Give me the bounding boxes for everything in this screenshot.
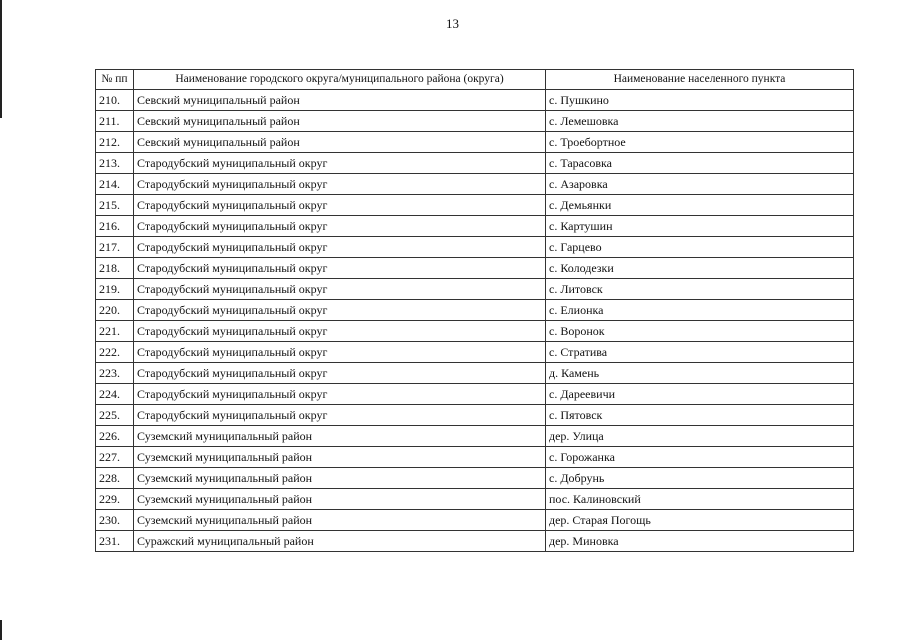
table-row — [96, 279, 854, 300]
district-cell: Севский муниципальный район — [134, 90, 546, 111]
table-row — [96, 510, 854, 531]
settlement-cell: дер. Старая Погощь — [546, 510, 854, 531]
row-number-cell: 226. — [96, 426, 134, 447]
district-cell: Суземский муниципальный район — [134, 510, 546, 531]
row-number-cell: 222. — [96, 342, 134, 363]
table-row — [96, 426, 854, 447]
table-row — [96, 174, 854, 195]
row-number-cell: 219. — [96, 279, 134, 300]
settlement-cell: с. Троебортное — [546, 132, 854, 153]
table-row — [96, 447, 854, 468]
district-cell: Стародубский муниципальный округ — [134, 258, 546, 279]
settlement-cell: с. Литовск — [546, 279, 854, 300]
row-number-cell: 218. — [96, 258, 134, 279]
page-number: 13 — [446, 16, 459, 31]
district-cell: Суземский муниципальный район — [134, 468, 546, 489]
district-cell: Стародубский муниципальный округ — [134, 237, 546, 258]
district-cell: Севский муниципальный район — [134, 132, 546, 153]
settlement-cell: с. Азаровка — [546, 174, 854, 195]
row-number-cell: 223. — [96, 363, 134, 384]
settlement-cell: с. Картушин — [546, 216, 854, 237]
table-row — [96, 384, 854, 405]
district-cell: Суземский муниципальный район — [134, 426, 546, 447]
table-row — [96, 321, 854, 342]
settlement-cell: с. Стратива — [546, 342, 854, 363]
table-row — [96, 300, 854, 321]
row-number-cell: 215. — [96, 195, 134, 216]
district-cell: Стародубский муниципальный округ — [134, 279, 546, 300]
row-number-cell: 216. — [96, 216, 134, 237]
row-number-cell: 210. — [96, 90, 134, 111]
district-cell: Стародубский муниципальный округ — [134, 363, 546, 384]
settlement-cell: с. Гарцево — [546, 237, 854, 258]
row-number-cell: 221. — [96, 321, 134, 342]
table-row — [96, 258, 854, 279]
district-cell: Стародубский муниципальный округ — [134, 195, 546, 216]
district-cell: Суражский муниципальный район — [134, 531, 546, 552]
settlement-cell: с. Пятовск — [546, 405, 854, 426]
settlement-cell: дер. Улица — [546, 426, 854, 447]
row-number-cell: 224. — [96, 384, 134, 405]
settlement-cell: д. Камень — [546, 363, 854, 384]
table-row — [96, 153, 854, 174]
settlement-cell: с. Колодезки — [546, 258, 854, 279]
table-row — [96, 195, 854, 216]
table-row — [96, 132, 854, 153]
district-cell: Стародубский муниципальный округ — [134, 384, 546, 405]
settlement-cell: с. Елионка — [546, 300, 854, 321]
row-number-cell: 220. — [96, 300, 134, 321]
table-row — [96, 531, 854, 552]
settlement-cell: с. Лемешовка — [546, 111, 854, 132]
settlement-cell: с. Воронок — [546, 321, 854, 342]
settlement-cell: с. Дареевичи — [546, 384, 854, 405]
scan-edge-bottom — [0, 620, 2, 640]
table-body — [96, 90, 854, 552]
row-number-cell: 217. — [96, 237, 134, 258]
table-row — [96, 489, 854, 510]
settlement-cell: с. Тарасовка — [546, 153, 854, 174]
table-row — [96, 405, 854, 426]
header-settlement: Наименование населенного пункта — [546, 70, 854, 90]
row-number-cell: 212. — [96, 132, 134, 153]
settlement-cell: с. Пушкино — [546, 90, 854, 111]
district-cell: Стародубский муниципальный округ — [134, 321, 546, 342]
settlements-table — [95, 69, 854, 552]
district-cell: Суземский муниципальный район — [134, 447, 546, 468]
table-row — [96, 237, 854, 258]
district-cell: Стародубский муниципальный округ — [134, 174, 546, 195]
table-row — [96, 111, 854, 132]
district-cell: Суземский муниципальный район — [134, 489, 546, 510]
district-cell: Стародубский муниципальный округ — [134, 300, 546, 321]
row-number-cell: 213. — [96, 153, 134, 174]
district-cell: Стародубский муниципальный округ — [134, 153, 546, 174]
table-row — [96, 468, 854, 489]
district-cell: Стародубский муниципальный округ — [134, 342, 546, 363]
row-number-cell: 229. — [96, 489, 134, 510]
settlement-cell: с. Добрунь — [546, 468, 854, 489]
district-cell: Севский муниципальный район — [134, 111, 546, 132]
row-number-cell: 230. — [96, 510, 134, 531]
header-district: Наименование городского округа/муниципального района (округа) — [134, 70, 546, 90]
table-row — [96, 363, 854, 384]
settlement-cell: с. Демьянки — [546, 195, 854, 216]
row-number-cell: 231. — [96, 531, 134, 552]
table-row — [96, 342, 854, 363]
row-number-cell: 227. — [96, 447, 134, 468]
settlement-cell: с. Горожанка — [546, 447, 854, 468]
header-number: № пп — [96, 70, 134, 90]
district-cell: Стародубский муниципальный округ — [134, 405, 546, 426]
row-number-cell: 214. — [96, 174, 134, 195]
table-row — [96, 90, 854, 111]
row-number-cell: 225. — [96, 405, 134, 426]
settlement-cell: дер. Миновка — [546, 531, 854, 552]
table-header-row — [96, 70, 854, 90]
settlement-cell: пос. Калиновский — [546, 489, 854, 510]
district-cell: Стародубский муниципальный округ — [134, 216, 546, 237]
row-number-cell: 228. — [96, 468, 134, 489]
table-row — [96, 216, 854, 237]
row-number-cell: 211. — [96, 111, 134, 132]
